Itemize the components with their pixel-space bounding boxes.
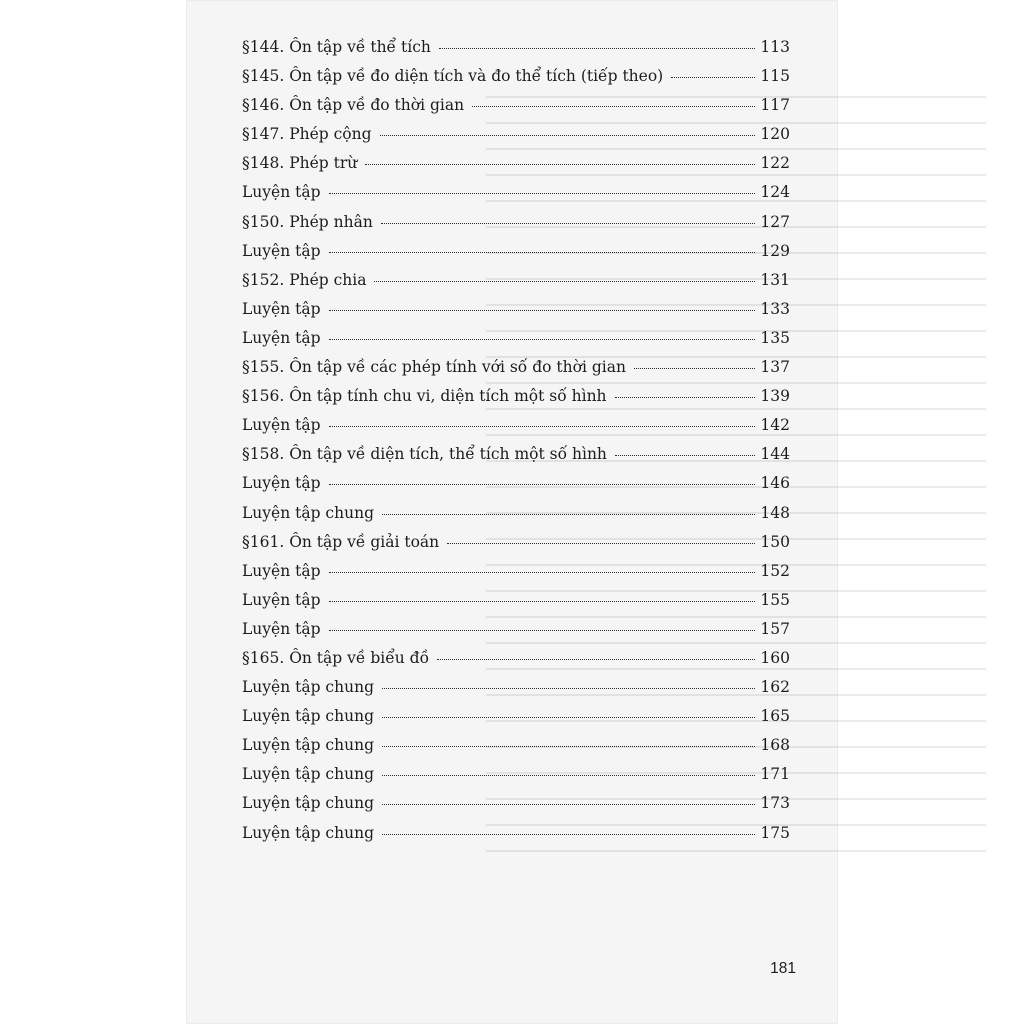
dot-leader (329, 193, 756, 194)
dot-leader (365, 164, 755, 165)
toc-entry-page: 148 (760, 503, 790, 522)
toc-entry-page: 122 (760, 154, 790, 173)
toc-entry-page: 165 (760, 707, 790, 726)
toc-entry-page: 162 (760, 678, 790, 697)
toc-entry-page: 139 (760, 387, 790, 406)
toc-entry (242, 96, 790, 125)
dot-leader (437, 659, 755, 660)
toc-entry-page: 124 (760, 183, 790, 202)
dot-leader (634, 368, 755, 369)
toc-entry-title: Luyện tập (242, 299, 321, 318)
toc-entry (242, 67, 790, 96)
toc-entry (242, 504, 790, 533)
dot-leader (382, 717, 755, 718)
dot-leader (447, 543, 755, 544)
toc-entry-page: 117 (760, 96, 790, 115)
toc-entry-title: Luyện tập chung (242, 765, 374, 784)
toc-entry-title: Luyện tập (242, 474, 321, 493)
toc-entry-title: Luyện tập (242, 241, 321, 260)
toc-entry (242, 38, 790, 67)
dot-leader (382, 834, 755, 835)
toc-entry-page: 131 (760, 270, 790, 289)
toc-entry-title: Luyện tập chung (242, 736, 374, 755)
toc-entry-page: 150 (760, 532, 790, 551)
toc-entry-title: Luyện tập chung (242, 707, 374, 726)
toc-entry-title: Luyện tập (242, 619, 321, 638)
toc-entry-title: §165. Ôn tập về biểu đồ (242, 648, 430, 667)
toc-entry-page: 142 (760, 416, 790, 435)
toc-entry-title: §155. Ôn tập về các phép tính với số đo thời gian (242, 358, 626, 377)
toc-entry (242, 620, 790, 649)
toc-entry (242, 242, 790, 271)
toc-entry (242, 445, 790, 474)
dot-leader (382, 775, 755, 776)
toc-entry-page: 173 (760, 794, 790, 813)
toc-entry (242, 474, 790, 503)
dot-leader (329, 601, 756, 602)
toc-entry-title: §147. Phép cộng (242, 125, 372, 144)
toc-entry-page: 133 (760, 299, 790, 318)
toc-entry-page: 115 (760, 67, 790, 86)
table-of-contents (242, 38, 790, 853)
toc-entry-page: 135 (760, 328, 790, 347)
dot-leader (382, 804, 755, 805)
toc-entry-page: 137 (760, 358, 790, 377)
dot-leader (382, 514, 755, 515)
toc-entry-page: 120 (760, 125, 790, 144)
toc-entry (242, 387, 790, 416)
dot-leader (472, 106, 755, 107)
toc-entry-title: Luyện tập chung (242, 678, 374, 697)
dot-leader (329, 339, 756, 340)
toc-entry-page: 127 (760, 212, 790, 231)
dot-leader (329, 484, 756, 485)
toc-entry-title: §146. Ôn tập về đo thời gian (242, 96, 465, 115)
dot-leader (615, 397, 756, 398)
toc-entry-title: Luyện tập chung (242, 503, 374, 522)
dot-leader (329, 252, 756, 253)
toc-entry (242, 649, 790, 678)
toc-entry (242, 707, 790, 736)
toc-entry-title: §150. Phép nhân (242, 212, 373, 231)
dot-leader (381, 223, 756, 224)
toc-entry (242, 300, 790, 329)
dot-leader (329, 572, 756, 573)
dot-leader (382, 688, 755, 689)
dot-leader (329, 310, 756, 311)
toc-entry-title: Luyện tập (242, 590, 321, 609)
dot-leader (329, 426, 756, 427)
toc-entry-page: 168 (760, 736, 790, 755)
toc-entry (242, 154, 790, 183)
toc-entry (242, 271, 790, 300)
toc-entry-title: Luyện tập (242, 328, 321, 347)
page-number: 181 (770, 960, 796, 977)
toc-entry (242, 562, 790, 591)
toc-entry-title: Luyện tập (242, 183, 321, 202)
toc-entry (242, 213, 790, 242)
toc-entry-title: §144. Ôn tập về thể tích (242, 38, 431, 56)
dot-leader (374, 281, 755, 282)
toc-entry-page: 171 (760, 765, 790, 784)
dot-leader (439, 48, 756, 49)
toc-entry-page: 152 (760, 561, 790, 580)
toc-entry-title: Luyện tập chung (242, 823, 374, 842)
toc-entry (242, 533, 790, 562)
toc-entry-page: 160 (760, 648, 790, 667)
toc-entry (242, 678, 790, 707)
dot-leader (329, 630, 756, 631)
toc-entry-page: 144 (760, 445, 790, 464)
toc-entry (242, 416, 790, 445)
dot-leader (382, 746, 755, 747)
toc-entry-title: §145. Ôn tập về đo diện tích và đo thể tích (tiếp theo) (242, 67, 664, 86)
toc-entry (242, 736, 790, 765)
toc-entry-title: Luyện tập (242, 561, 321, 580)
toc-entry-page: 155 (760, 590, 790, 609)
dot-leader (380, 135, 756, 136)
toc-entry (242, 824, 790, 853)
toc-entry (242, 794, 790, 823)
toc-entry-page: 129 (760, 241, 790, 260)
toc-entry (242, 358, 790, 387)
toc-entry-page: 175 (760, 823, 790, 842)
toc-entry (242, 591, 790, 620)
toc-entry-title: §148. Phép trừ (242, 154, 358, 173)
toc-entry (242, 183, 790, 212)
dot-leader (671, 77, 755, 78)
dot-leader (615, 455, 755, 456)
toc-entry-title: §152. Phép chia (242, 270, 367, 289)
toc-entry-page: 113 (760, 38, 790, 56)
toc-entry (242, 765, 790, 794)
toc-entry-page: 157 (760, 619, 790, 638)
toc-entry-page: 146 (760, 474, 790, 493)
toc-entry-title: §161. Ôn tập về giải toán (242, 532, 440, 551)
toc-entry (242, 125, 790, 154)
toc-entry-title: Luyện tập chung (242, 794, 374, 813)
toc-entry (242, 329, 790, 358)
toc-entry-title: Luyện tập (242, 416, 321, 435)
toc-entry-title: §156. Ôn tập tính chu vi, diện tích một số hình (242, 387, 607, 406)
toc-entry-title: §158. Ôn tập về diện tích, thể tích một số hình (242, 445, 607, 464)
